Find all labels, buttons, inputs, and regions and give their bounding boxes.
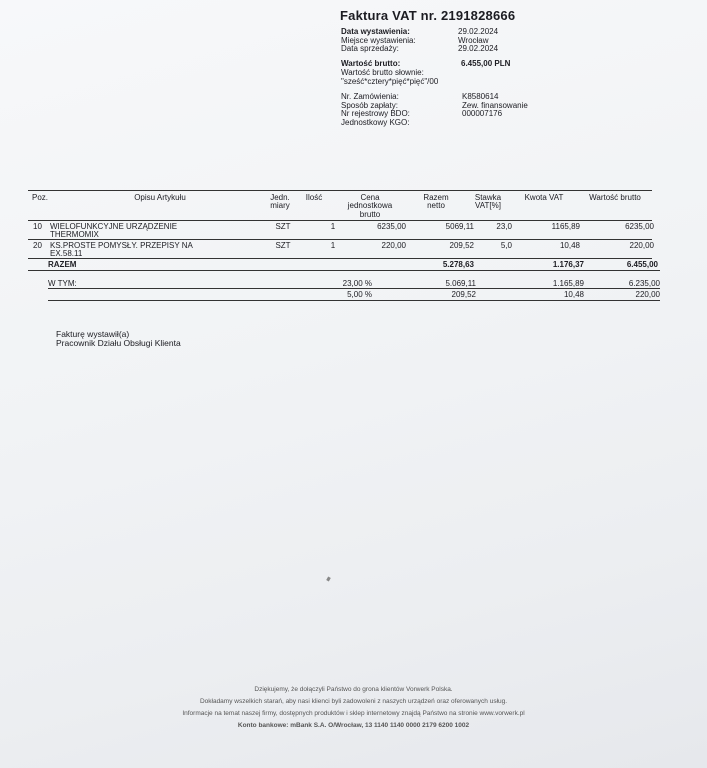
header-quantity: Ilość — [305, 193, 323, 202]
gross-value-label: Wartość brutto: — [341, 59, 401, 68]
row-unit-price: 6235,00 — [377, 222, 406, 231]
row-vat-amount: 1165,89 — [551, 222, 580, 231]
gross-words-label: Wartość brutto słownie: — [341, 68, 424, 77]
kgo-label: Jednostkowy KGO: — [341, 117, 410, 127]
payment-method-value: Zew. finansowanie — [462, 100, 528, 110]
total-net: 5.278,63 — [442, 260, 474, 269]
row-separator — [28, 258, 652, 259]
row-description: WIELOFUNKCYJNE URZĄDZENIE — [50, 222, 178, 231]
row-description: KS.PROSTE POMYSŁY. PRZEPISY NA — [50, 241, 193, 250]
header-vat-rate-1: Stawka — [474, 193, 502, 202]
header-unit-2: miary — [270, 201, 290, 210]
row-description-cont: EX.58.11 — [50, 249, 83, 258]
row-separator — [28, 239, 652, 240]
row-unit-price: 220,00 — [381, 241, 406, 250]
sale-date-label: Data sprzedaży: — [341, 44, 399, 53]
breakdown-net: 209,52 — [451, 290, 476, 299]
row-description-cont: THERMOMIX — [50, 230, 99, 239]
footer-bank-account: Konto bankowe: mBank S.A. O/Wrocław, 13 1140 1140 0000 2179 6200 1002 — [237, 722, 470, 729]
sale-date-value: 29.02.2024 — [458, 44, 499, 53]
order-info — [341, 93, 561, 129]
gross-value-amount: 6.455,00 PLN — [461, 59, 511, 68]
breakdown-gross: 6.235,00 — [628, 279, 660, 288]
payment-method-label: Sposób zapłaty: — [341, 100, 398, 110]
breakdown-gross: 220,00 — [635, 290, 660, 299]
breakdown-rule — [48, 300, 660, 301]
breakdown-rate: 5,00 % — [347, 290, 372, 299]
header-vat-amount: Kwota VAT — [524, 193, 564, 202]
row-gross-value: 220,00 — [629, 241, 654, 250]
header-unit-1: Jedn. — [270, 193, 290, 202]
paper-mark — [326, 577, 331, 582]
bdo-label: Nr rejestrowy BDO: — [341, 109, 410, 118]
footer-service: Dokładamy wszelkich starań, aby nasi klienci byli zadowoleni z naszych urządzeń oraz oferowanych usług. — [199, 698, 508, 705]
row-vat-rate: 23,0 — [496, 222, 512, 231]
header-unit-price-1: Cena — [360, 193, 380, 202]
table-header-rule — [28, 220, 652, 221]
header-net-total-2: netto — [427, 201, 445, 210]
invoice-title: Faktura VAT nr. 2191828666 — [340, 8, 516, 23]
total-gross: 6.455,00 — [626, 260, 658, 269]
header-net-total-1: Razem — [423, 193, 449, 202]
header-description: Opisu Artykułu — [134, 193, 186, 202]
bdo-value: 000007176 — [462, 109, 503, 118]
breakdown-rule — [48, 288, 660, 289]
header-vat-rate-2: VAT[%] — [475, 201, 501, 210]
total-vat: 1.176,37 — [552, 260, 584, 269]
footer-website: Informacje na temat naszej firmy, dostępnych produktów i sklep internetowy znajdą Państwo na stronie www.vorwerk.pl — [182, 710, 525, 717]
row-position: 10 — [33, 222, 42, 231]
breakdown-vat: 1.165,89 — [552, 279, 584, 288]
total-label: RAZEM — [48, 260, 77, 269]
row-quantity: 1 — [330, 241, 336, 250]
header-unit-price-3: brutto — [359, 210, 381, 219]
gross-words-value: "sześć*cztery*pięć*pięć"/00 — [341, 77, 439, 86]
row-unit: SZT — [275, 241, 291, 250]
breakdown-net: 5.069,11 — [445, 279, 476, 288]
row-position: 20 — [33, 241, 42, 250]
order-number-value: K8580614 — [462, 92, 499, 101]
breakdown-label: W TYM: — [48, 279, 77, 288]
row-unit: SZT — [275, 222, 291, 231]
total-rule — [28, 270, 660, 271]
breakdown-vat: 10,48 — [563, 290, 584, 299]
issue-place-value: Wrocław — [458, 35, 489, 45]
header-unit-price-2: jednostkowa — [347, 201, 393, 210]
invoice-dates — [341, 28, 541, 54]
row-quantity: 1 — [330, 222, 336, 231]
order-number-label: Nr. Zamówienia: — [341, 92, 399, 101]
row-net-total: 209,52 — [449, 241, 474, 250]
gross-value-block — [341, 60, 561, 88]
table-top-rule — [28, 190, 652, 191]
issue-date-value: 29.02.2024 — [458, 27, 499, 36]
header-poz: Poz. — [32, 193, 49, 202]
header-gross-value: Wartość brutto — [589, 193, 641, 202]
row-vat-rate: 5,0 — [500, 241, 512, 250]
footer-thanks: Dziękujemy, że dołączyli Państwo do grona klientów Vorwerk Polska. — [254, 686, 453, 693]
issue-date-label: Data wystawienia: — [341, 27, 410, 36]
issuer-line-1: Fakturę wystawił(a) — [56, 329, 130, 339]
issue-place-label: Miejsce wystawienia: — [341, 35, 416, 45]
breakdown-rate: 23,00 % — [342, 279, 372, 288]
issuer-line-2: Pracownik Działu Obsługi Klienta — [56, 338, 181, 348]
row-gross-value: 6235,00 — [625, 222, 654, 231]
row-vat-amount: 10,48 — [559, 241, 580, 250]
row-net-total: 5069,11 — [445, 222, 474, 231]
